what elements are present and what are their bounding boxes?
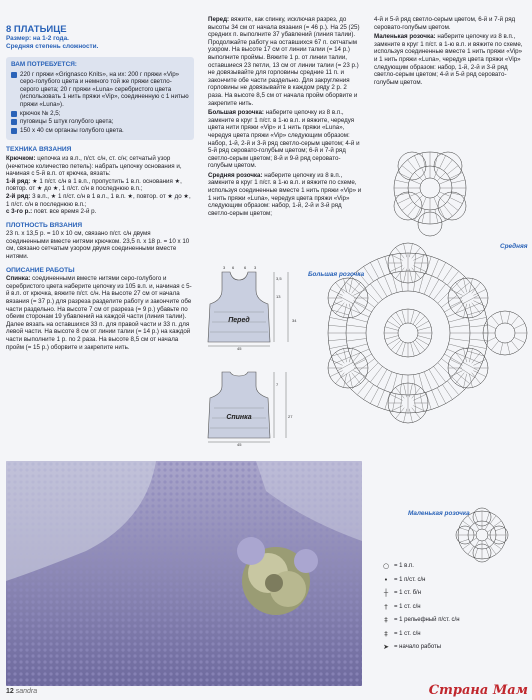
stitch-mark — [384, 372, 392, 390]
materials-heading: ВАМ ПОТРЕБУЕТСЯ: — [11, 61, 77, 68]
stitch-mark — [385, 336, 399, 340]
stitch-mark — [514, 323, 525, 328]
stitch-mark — [417, 338, 429, 345]
stitch-mark — [473, 289, 486, 295]
stitch-mark — [353, 301, 366, 307]
stitch-mark — [414, 253, 416, 271]
stitch-mark — [486, 548, 489, 558]
stitch-mark — [351, 377, 364, 390]
material-item: 150 x 40 см органзы голубого цвета. — [11, 127, 189, 135]
technique-heading: ТЕХНИКА ВЯЗАНИЯ — [6, 146, 72, 154]
stitch-mark — [408, 160, 417, 171]
row1-text: 1-й ряд: ★ 1 п/ст. с/н в 1 в.п., пропустить 1 в.п. основания ★, повтор. от ★ до ★, 1 п/ст. с/н в последнюю в.п.; — [6, 177, 182, 193]
legend-item: † = 1 ст. с/н — [378, 601, 528, 615]
stitch-mark — [472, 352, 481, 363]
dim-label: 6 — [232, 265, 235, 270]
stitch-mark — [451, 180, 465, 183]
stitch-mark — [449, 344, 468, 349]
stitch-mark — [442, 266, 452, 281]
stitch-mark — [444, 160, 453, 171]
stitch-mark — [377, 369, 387, 386]
stitch-mark — [475, 523, 479, 530]
column-left — [6, 24, 194, 351]
stitch-mark — [347, 325, 367, 328]
stitch-mark — [402, 202, 413, 211]
stitch-mark — [385, 392, 390, 409]
stitch-mark — [473, 359, 486, 365]
stitch-mark — [424, 372, 432, 390]
stitch-mark — [437, 262, 445, 278]
bullet-icon — [11, 111, 17, 117]
stitch-mark — [400, 395, 402, 413]
start-arrow-icon: ➤ — [383, 643, 389, 652]
dim-label: 3 — [223, 265, 226, 270]
stitch-mark — [391, 316, 401, 326]
stitch-mark — [370, 388, 378, 404]
stitch-mark — [459, 539, 469, 542]
stitch-mark — [391, 340, 401, 350]
single-crochet-icon: ┼ — [383, 589, 389, 598]
stitch-mark — [475, 540, 479, 547]
stitch-mark — [396, 387, 405, 398]
stitch-mark — [424, 276, 432, 294]
stitch-mark — [336, 303, 345, 314]
front-text: Перед: вяжите, как спинку, исключая разрез, до высоты 34 см от начала вязания (= 46 р.). На 25 (25) средних п. выполните 37 убавлений (линия талии). Продолжайте работу на оставшихся 67 п. сетчатым узором. На высоте 17 см от линии талии (= 14 р.) выполните проймы. Вяжите 1 р. от линии талии, оставшиеся 23 петли, 13 см от линии талии (= 23 р.) не довязывайте для горловины средние 11 п. и закончите обе части раздельно. Для закругления горловины не довязывайте в каждом ряду 2 р. 2 раза. На высоте 8,5 см от начала пройм оборвите и закрепите нить. — [208, 16, 360, 107]
dim-label: 7 — [276, 382, 279, 387]
stitch-mark — [413, 266, 426, 272]
stitch-mark — [507, 312, 510, 324]
stitch-mark — [390, 394, 403, 400]
description-heading: ОПИСАНИЕ РАБОТЫ — [6, 266, 75, 274]
brand-name: sandra — [15, 688, 38, 695]
legend-item: ‡ = 1 рельефный п/ст. с/н — [378, 614, 528, 628]
page-number: 12 — [6, 688, 14, 695]
stitch-mark — [346, 372, 360, 383]
stitch-mark — [456, 372, 470, 383]
stitch-mark — [432, 259, 439, 276]
stitch-mark — [377, 279, 387, 296]
stitch-mark — [450, 325, 470, 328]
stitch-mark — [472, 303, 481, 314]
difficulty-line: Средняя степень сложности. — [6, 43, 99, 50]
stitch-mark — [447, 202, 458, 211]
material-item: крючок № 2,5; — [11, 110, 189, 118]
stitch-mark — [426, 392, 431, 409]
stitch-mark — [456, 282, 470, 293]
medium-rose-label: Средняя — [500, 243, 528, 250]
stitch-legend — [378, 560, 528, 655]
stitch-mark — [450, 359, 463, 365]
double-crochet-icon: † — [384, 602, 388, 611]
column-right — [374, 16, 524, 86]
stitch-mark — [352, 303, 361, 314]
stitch-mark — [353, 359, 366, 365]
stitch-mark — [330, 289, 343, 295]
stitch-mark — [450, 301, 463, 307]
stitch-mark — [419, 374, 424, 393]
stitch-mark — [418, 336, 432, 340]
stitch-mark — [485, 323, 496, 328]
stitch-mark — [411, 343, 415, 357]
stitch-mark — [459, 528, 469, 531]
stitch-mark — [500, 343, 503, 355]
stitch-mark — [447, 166, 458, 175]
dim-label: 3 — [254, 265, 257, 270]
stitch-mark — [402, 343, 406, 357]
stitch-mark — [491, 316, 498, 325]
stitch-mark — [422, 209, 425, 223]
dim-label: 6 — [244, 265, 247, 270]
small-rose-text: Маленькая розочка: наберите цепочку из 8 в.п., замкните в круг 1 п/ст. в 1-ю в.п. и вяжите по схеме, используя соединенные вместе 1 нить пряжи «Vip» и 1 нить пряжи «Luna», чередуя цвета пряжи «Vip» следующим образом: набор, 1-й, 2-й и 3-й ряд светло-серым цветом; 4-й и 5-й ряд серовато-голубым цветом. — [374, 33, 523, 86]
stitch-mark — [415, 316, 425, 326]
bullet-icon — [11, 119, 17, 125]
stitch-mark — [377, 259, 384, 276]
rose-motif-diagram — [300, 148, 532, 478]
stitch-mark — [450, 198, 463, 204]
stitch-mark — [486, 512, 489, 522]
chain-icon: ○ — [382, 562, 390, 571]
stitch-mark — [387, 321, 399, 328]
stitch-mark — [370, 262, 378, 278]
stitch-mark — [337, 295, 353, 303]
stitch-mark — [364, 266, 374, 281]
stitch-mark — [415, 340, 425, 350]
stitch-mark — [444, 302, 461, 312]
legend-item: • = 1 п/ст. с/н — [378, 574, 528, 588]
stitch-mark — [440, 156, 446, 169]
stitch-mark — [500, 312, 503, 324]
stitch-mark — [412, 247, 421, 258]
gauge-text: 23 п. x 13,5 р. = 10 x 10 см, связано п/ст. с/н двумя соединенными вместе нитями крючком. 23,5 п. x 18 р. = 10 x 10 см, связано сетчатым узором двумя соединенными вместе нитями. — [6, 230, 190, 261]
materials-box — [6, 57, 194, 140]
stitch-mark — [392, 374, 397, 393]
stitch-mark — [452, 276, 465, 289]
stitch-mark — [348, 344, 367, 349]
stitch-mark — [404, 244, 407, 258]
stitch-mark — [447, 381, 458, 395]
stitch-mark — [463, 295, 479, 303]
stitch-mark — [417, 321, 429, 328]
gauge-heading: ПЛОТНОСТЬ ВЯЗАНИЯ — [6, 221, 83, 229]
stitch-mark — [437, 388, 445, 404]
stitch-mark — [404, 409, 407, 423]
stitch-mark — [511, 341, 518, 350]
stitch-mark — [429, 279, 439, 296]
stitch-mark — [396, 247, 405, 258]
stitch-mark — [410, 180, 421, 185]
stitch-mark — [348, 317, 367, 322]
treble-icon: ‡ — [384, 629, 388, 638]
stitch-mark — [408, 205, 417, 216]
stitch-mark — [385, 256, 390, 273]
stitch-mark — [485, 337, 496, 342]
stitch-mark — [336, 352, 345, 363]
stitch-mark — [328, 325, 346, 327]
stitch-mark — [472, 373, 481, 384]
stitch-mark — [337, 362, 353, 370]
legend-item: ‡ = 1 ст. с/н — [378, 628, 528, 642]
dim-label: 45 — [237, 346, 242, 351]
stitch-mark — [418, 327, 432, 331]
stitch-mark — [395, 180, 409, 183]
stitch-mark — [450, 338, 470, 341]
dim-label: 3,5 — [276, 276, 282, 281]
back-label: Спинка — [226, 414, 252, 421]
stitch-mark — [385, 327, 399, 331]
stitch-mark — [511, 316, 518, 325]
back-text: Спинка: соединенными вместе нитями серо-голубого и серебристого цвета наберите цепочку из 105 в.п. и, начиная с 5-й в.п. от крючка, вяжите п/ст. с/н. На высоте 27 см от начала вязания (= 37 р.) для разреза разделите работу и закончите обе части раздельно. На высоте 7 см от разреза (= 9 р.) убавьте по обеим сторонам 19 убавлений на каждой части (линия талии). Далее вязать на оставшихся 33 п. для правой части и 33 п. для левой части. На высоте 8 см от линии талии (= 14 р.) на каждой части выполните 1 р. по 2 раза. На высоте 8,5 см от начала пройм (= 15 р.) оборвите и закрепите нить. — [6, 275, 192, 351]
stitch-mark — [398, 198, 411, 204]
stitch-mark — [412, 408, 421, 419]
stitch-mark — [473, 371, 486, 377]
stitch-mark — [485, 523, 489, 530]
stitch-mark — [396, 268, 405, 279]
stitch-mark — [485, 540, 489, 547]
stitch-mark — [475, 548, 478, 558]
stitch-mark — [447, 271, 458, 285]
stitch-mark — [336, 373, 345, 384]
stitch-mark — [444, 354, 461, 364]
dress-photo — [6, 461, 362, 686]
stitch-mark — [435, 209, 438, 223]
dim-label: 45 — [237, 442, 242, 447]
stitch-mark — [392, 273, 397, 292]
stitch-rays — [328, 152, 527, 422]
stitch-mark — [364, 385, 374, 400]
stitch-mark — [456, 303, 465, 314]
material-item: 220 г пряжи «Grignasco Knits», на их: 200 г пряжи «Vip» серо-голубого цвета и немного той же пряжи светло-серого цвета; 20 г пряжи «Luna» серебристого цвета (использовать 1 нить пряжи «Vip», соединенную с 1 нитью пряжи «Luna»). — [11, 71, 189, 109]
stitch-mark — [409, 409, 412, 423]
stitch-mark — [330, 301, 343, 307]
stitch-mark — [346, 282, 360, 293]
stitch-mark — [328, 339, 346, 341]
stitch-mark — [384, 276, 392, 294]
stitch-mark — [412, 387, 421, 398]
stitch-mark — [469, 349, 472, 363]
stitch-mark — [463, 362, 479, 370]
stitch-mark — [442, 385, 452, 400]
stitch-mark — [507, 343, 510, 355]
stitch-mark — [473, 301, 486, 307]
small-rose-label: Маленькая розочка — [408, 510, 470, 517]
stitch-mark — [351, 276, 364, 289]
stitch-mark — [402, 310, 406, 324]
stitch-mark — [411, 310, 415, 324]
stitch-mark — [426, 256, 431, 273]
stitch-mark — [413, 342, 420, 354]
stitch-mark — [469, 304, 472, 318]
page-footer — [6, 688, 37, 695]
stitch-mark — [413, 312, 420, 324]
stitch-mark — [495, 528, 505, 531]
stitch-mark — [414, 156, 420, 169]
stitch-mark — [387, 338, 399, 345]
stitch-mark — [456, 352, 465, 363]
medium-rose-text: Средняя розочка: наберите цепочку из 8 в.п., замкните в круг 1 п/ст. в 1-ю в.п. и вяжите по схеме, используя соединенные вместе 1 нить пряжи «Vip» и 1 нить пряжи «Luna», чередуя цвета пряжи «Vip» следующим образом: набор, 1-й, 2-й и 3-й ряд светло-серым цветом; — [208, 171, 362, 217]
stitch-mark — [429, 369, 439, 386]
stitch-mark — [514, 337, 525, 342]
stitch-mark — [396, 312, 403, 324]
stitch-mark — [344, 304, 347, 318]
row2-text: 2-й ряд: 3 в.п., ★ 1 п/ст. с/н в 1 в.п., 1 в.п. ★, повтор. от ★ до ★, 1 п/ст. с/н в последнюю в.п.; — [6, 192, 191, 208]
stitch-mark — [347, 338, 367, 341]
stitch-mark — [419, 273, 424, 292]
legend-item: ┼ = 1 ст. б/н — [378, 587, 528, 601]
large-rose-label: Большая розочка — [308, 271, 365, 278]
stitch-mark — [475, 512, 478, 522]
stitch-mark — [396, 342, 403, 354]
pattern-title: 8 ПЛАТЬИЦЕ — [6, 24, 67, 35]
stitch-mark — [354, 354, 371, 364]
large-rose-text: Большая розочка: наберите цепочку из 8 в.п., замкните в круг 1 п/ст. в 1-ю в.п. и вяжите, чередуя цвета нити пряжи «Vip» и 1 нить пряжи «Luna», чередуя цвета пряжи «Vip» следующим образом: набор, 1-й, 2-й и 3-й ряд светло-серым цветом; 4-й и 5-й ряд серовато-голубым цветом; 6-й и 7-й ряд светло-серым цветом; 8-й и 9-й ряд серовато-голубым цветом. — [208, 109, 360, 170]
stitch-mark — [400, 253, 402, 271]
stitch-mark — [396, 408, 405, 419]
stitch-mark — [354, 302, 371, 312]
bullet-icon — [11, 72, 17, 78]
stitch-mark — [402, 166, 413, 175]
slip-stitch-icon: • — [383, 575, 389, 584]
dim-label: 34 — [292, 318, 297, 323]
stitch-mark — [449, 317, 468, 322]
stitch-mark — [495, 539, 505, 542]
size-line: Размер: на 1-2 года. — [6, 35, 69, 42]
dim-label: 27 — [288, 414, 293, 419]
stitch-mark — [470, 325, 488, 327]
stitch-mark — [439, 180, 450, 185]
row3-text: с 3-го р.: повт. все время 2-й р. — [6, 208, 97, 216]
watermark: Страна Мам — [428, 683, 528, 698]
legend-item: ○ = 1 в.п. — [378, 560, 528, 574]
stitch-mark — [344, 349, 347, 363]
stitch-mark — [336, 282, 345, 293]
dim-label: 13 — [276, 294, 281, 299]
bullet-icon — [11, 128, 17, 134]
stitch-mark — [470, 339, 488, 341]
legend-item: ➤ = начало работы — [378, 641, 528, 655]
material-item: пуговицы 5 штук голубого цвета; — [11, 118, 189, 126]
stitch-mark — [422, 197, 427, 208]
stitch-mark — [390, 266, 403, 272]
stitch-mark — [412, 268, 421, 279]
stitch-mark — [432, 390, 439, 407]
stitch-mark — [491, 341, 498, 350]
front-label: Перед — [228, 317, 250, 324]
front-outline — [208, 272, 270, 342]
stitch-mark — [444, 205, 453, 216]
stitch-mark — [330, 359, 343, 365]
stitch-mark — [377, 390, 384, 407]
stitch-mark — [452, 377, 465, 390]
stitch-mark — [472, 282, 481, 293]
stitch-mark — [414, 395, 416, 413]
stitch-mark — [352, 352, 361, 363]
stitch-mark — [409, 244, 412, 258]
medium-rose-continued: 4-й и 5-й ряд светло-серым цветом, 6-й и 7-й ряд серовато-голубым цветом. — [374, 16, 516, 31]
stitch-mark — [413, 394, 426, 400]
stitch-mark — [330, 371, 343, 377]
relief-stitch-icon: ‡ — [384, 616, 388, 625]
stitch-mark — [434, 197, 439, 208]
stitch-mark — [357, 381, 368, 395]
technique-text: Крючком: цепочка из в.п., п/ст. с/н, ст. с/н; сетчатый узор (нечетное количество петель): набрать цепочку основания и, начиная с 5-й в.п. от крючка, вязать: — [6, 154, 182, 178]
